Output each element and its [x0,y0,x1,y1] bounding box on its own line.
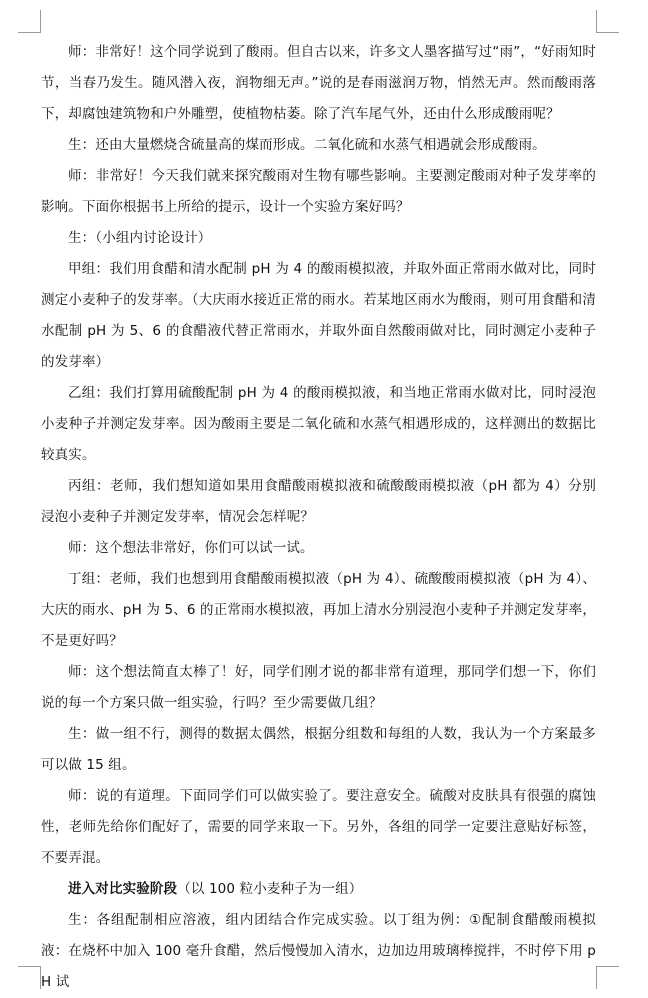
paragraph-teacher-try: 师：这个想法非常好，你们可以试一试。 [68,540,314,556]
paragraph-teacher-groups: 师：这个想法简直太棒了！好，同学们刚才说的都非常有道理，那同学们想一下，你们说的每一个方案只做一组实验，行吗？至少需要做几组？ [41,664,596,711]
paragraph-teacher-design: 师：非常好！今天我们就来探究酸雨对生物有哪些影响。主要测定酸雨对种子发芽率的影响。下面你根据书上所给的提示，设计一个实验方案好吗？ [41,168,596,215]
document-body [41,37,596,998]
paragraph-group-a: 甲组：我们用食醋和清水配制 pH 为 4 的酸雨模拟液，并取外面正常雨水做对比，同时测定小麦种子的发芽率。（大庆雨水接近正常的雨水。若某地区雨水为酸雨，则可用食醋和清水配制 pH 为 5、6 的食醋液代替正常雨水，并取外面自然酸雨做对比，同时测定小麦种子的发芽率） [41,261,596,370]
corner-mark-bottom-right [596,966,619,989]
paragraph-student-discussion: 生：（小组内讨论设计） [68,230,212,246]
paragraph-group-d: 丁组：老师，我们也想到用食醋酸雨模拟液（pH 为 4）、硫酸酸雨模拟液（pH 为 4）、大庆的雨水、pH 为 5、6 的正常雨水模拟液，再加上清水分别浸泡小麦种子并测定发芽率，不是更好吗？ [41,571,596,649]
paragraph-group-b: 乙组：我们打算用硫酸配制 pH 为 4 的酸雨模拟液，和当地正常雨水做对比，同时浸泡小麦种子并测定发芽率。因为酸雨主要是二氧化硫和水蒸气相遇形成的，这样测出的数据比较真实。 [41,385,596,463]
paragraph-teacher-acid-rain: 师：非常好！这个同学说到了酸雨。但自古以来，许多文人墨客描写过“雨”，“好雨知时节，当春乃发生。随风潜入夜，润物细无声。”说的是春雨滋润万物，悄然无声。然而酸雨落下，却腐蚀建筑物和户外雕塑，使植物枯萎。除了汽车尾气外，还由什么形成酸雨呢？ [41,44,596,122]
paragraph-teacher-safety: 师：说的有道理。下面同学们可以做实验了。要注意安全。硫酸对皮肤具有很强的腐蚀性，老师先给你们配好了，需要的同学来取一下。另外，各组的同学一定要注意贴好标签，不要弄混。 [41,788,596,866]
section-heading-line [41,874,596,905]
corner-mark-bottom-left [18,966,41,989]
corner-mark-top-right [596,10,619,33]
paragraph-student-fifteen: 生：做一组不行，测得的数据太偶然，根据分组数和每组的人数，我认为一个方案最多可以做 15 组。 [41,726,596,773]
corner-mark-top-left [18,10,41,33]
paragraph-student-coal: 生：还由大量燃烧含硫量高的煤而形成。二氧化硫和水蒸气相遇就会形成酸雨。 [68,137,546,153]
paragraph-experiment-procedure: 生：各组配制相应溶液，组内团结合作完成实验。以丁组为例：①配制食醋酸雨模拟液：在烧杯中加入 100 毫升食醋，然后慢慢加入清水，边加边用玻璃棒搅拌，不时停下用 pH 试 [41,912,596,990]
section-heading: 进入对比实验阶段 [68,881,178,897]
section-note: （以 100 粒小麦种子为一组） [177,881,363,897]
paragraph-group-c: 丙组：老师，我们想知道如果用食醋酸雨模拟液和硫酸酸雨模拟液（pH 都为 4）分别浸泡小麦种子并测定发芽率，情况会怎样呢？ [41,478,596,525]
